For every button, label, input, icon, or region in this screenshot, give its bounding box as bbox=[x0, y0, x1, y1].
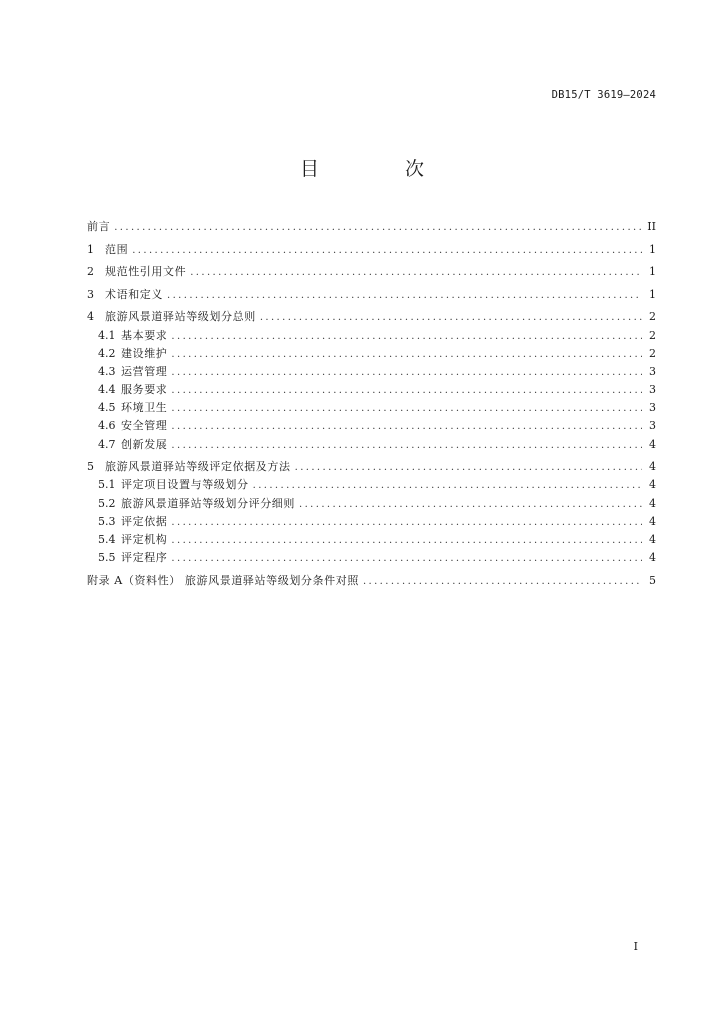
toc-entry-page: 4 bbox=[649, 532, 656, 546]
toc-entry-number: 5.1 bbox=[98, 478, 116, 492]
toc-entry-label: 环境卫生 bbox=[121, 401, 168, 415]
toc-entry-number: 5.5 bbox=[98, 551, 116, 565]
toc-entry-page: 4 bbox=[649, 551, 656, 565]
toc-entry-page: 4 bbox=[649, 496, 656, 510]
toc-leader-dots bbox=[114, 219, 642, 237]
toc-entry-number: 3 bbox=[87, 287, 94, 301]
toc-entry-label: 附录 A（资料性） 旅游风景道驿站等级划分条件对照 bbox=[87, 573, 359, 587]
toc-entry-page: 5 bbox=[649, 573, 656, 587]
toc-entry-number: 5.4 bbox=[98, 532, 116, 546]
toc-leader-dots bbox=[260, 309, 642, 327]
toc-entry[interactable] bbox=[87, 458, 656, 476]
toc-entry-label: 评定依据 bbox=[121, 514, 168, 528]
page-title: 目 次 bbox=[299, 158, 465, 180]
standard-code: DB15/T 3619—2024 bbox=[551, 89, 656, 101]
toc-entry-number: 4.2 bbox=[98, 346, 116, 360]
toc-entry-label: 建设维护 bbox=[121, 346, 168, 360]
toc-leader-dots bbox=[363, 573, 642, 591]
toc-entry[interactable] bbox=[87, 263, 656, 281]
table-of-contents bbox=[87, 218, 656, 590]
toc-entry-number: 4.6 bbox=[98, 419, 116, 433]
toc-entry[interactable] bbox=[87, 308, 656, 326]
toc-entry-label: 运营管理 bbox=[121, 364, 168, 378]
toc-entry-number: 1 bbox=[87, 242, 94, 256]
toc-entry[interactable] bbox=[87, 241, 656, 259]
toc-leader-dots bbox=[132, 242, 642, 260]
toc-leader-dots bbox=[190, 264, 642, 282]
toc-entry-page: 1 bbox=[649, 287, 656, 301]
page-number: I bbox=[633, 940, 638, 953]
toc-entry-page: 1 bbox=[649, 242, 656, 256]
toc-entry-label: 术语和定义 bbox=[105, 287, 163, 301]
toc-leader-dots bbox=[295, 459, 642, 477]
toc-leader-dots bbox=[171, 550, 642, 568]
toc-entry-label: 评定程序 bbox=[121, 551, 168, 565]
toc-entry-label: 前言 bbox=[87, 220, 111, 233]
toc-entry-number: 4 bbox=[87, 310, 94, 324]
toc-leader-dots bbox=[171, 346, 642, 364]
toc-entry-page: 3 bbox=[649, 401, 656, 415]
toc-entry-label: 评定机构 bbox=[121, 532, 168, 546]
toc-leader-dots bbox=[171, 382, 642, 400]
toc-entry[interactable] bbox=[87, 531, 656, 549]
toc-entry-number: 4.7 bbox=[98, 437, 116, 451]
toc-leader-dots bbox=[253, 477, 642, 495]
toc-leader-dots bbox=[171, 514, 642, 532]
toc-entry[interactable] bbox=[87, 572, 656, 590]
toc-entry[interactable] bbox=[87, 513, 656, 531]
toc-leader-dots bbox=[171, 364, 642, 382]
toc-leader-dots bbox=[171, 532, 642, 550]
toc-entry-label: 评定项目设置与等级划分 bbox=[121, 478, 249, 492]
toc-entry-label: 服务要求 bbox=[121, 383, 168, 397]
toc-entry-page: 2 bbox=[649, 328, 656, 342]
toc-entry[interactable] bbox=[87, 381, 656, 399]
toc-entry-label: 旅游风景道驿站等级划分总则 bbox=[105, 310, 256, 324]
toc-entry[interactable] bbox=[87, 476, 656, 494]
toc-entry-number: 4.1 bbox=[98, 328, 116, 342]
toc-entry-label: 安全管理 bbox=[121, 419, 168, 433]
toc-entry-page: 4 bbox=[649, 478, 656, 492]
toc-entry[interactable] bbox=[87, 436, 656, 454]
toc-entry-number: 4.3 bbox=[98, 364, 116, 378]
toc-entry-page: 3 bbox=[649, 419, 656, 433]
toc-entry-page: 2 bbox=[649, 346, 656, 360]
toc-entry-number: 5.3 bbox=[98, 514, 116, 528]
toc-leader-dots bbox=[167, 287, 642, 305]
toc-entry[interactable] bbox=[87, 549, 656, 567]
toc-entry-number: 4.4 bbox=[98, 383, 116, 397]
toc-entry-number: 4.5 bbox=[98, 401, 116, 415]
toc-entry[interactable] bbox=[87, 399, 656, 417]
toc-entry-page: 4 bbox=[649, 514, 656, 528]
toc-entry-label: 旅游风景道驿站等级划分评分细则 bbox=[121, 496, 295, 510]
toc-entry[interactable] bbox=[87, 286, 656, 304]
toc-leader-dots bbox=[171, 418, 642, 436]
toc-entry[interactable] bbox=[87, 345, 656, 363]
toc-leader-dots bbox=[299, 496, 642, 514]
toc-entry-page: 3 bbox=[649, 364, 656, 378]
toc-entry-label: 范围 bbox=[105, 242, 129, 256]
toc-entry-page: 3 bbox=[649, 383, 656, 397]
toc-entry-label: 规范性引用文件 bbox=[105, 265, 187, 279]
toc-entry[interactable] bbox=[87, 417, 656, 435]
toc-leader-dots bbox=[171, 328, 642, 346]
toc-entry-page: 4 bbox=[649, 460, 656, 474]
toc-entry[interactable] bbox=[87, 363, 656, 381]
toc-entry-label: 创新发展 bbox=[121, 437, 168, 451]
toc-entry[interactable] bbox=[87, 218, 656, 236]
toc-entry-label: 基本要求 bbox=[121, 328, 168, 342]
toc-entry-number: 5.2 bbox=[98, 496, 116, 510]
toc-entry-number: 5 bbox=[87, 460, 94, 474]
toc-entry[interactable] bbox=[87, 495, 656, 513]
toc-entry-page: 2 bbox=[649, 310, 656, 324]
toc-leader-dots bbox=[171, 437, 642, 455]
toc-entry-page: II bbox=[647, 220, 656, 233]
toc-entry-page: 4 bbox=[649, 437, 656, 451]
toc-entry-page: 1 bbox=[649, 265, 656, 279]
toc-entry[interactable] bbox=[87, 327, 656, 345]
toc-entry-number: 2 bbox=[87, 265, 94, 279]
toc-leader-dots bbox=[171, 400, 642, 418]
toc-entry-label: 旅游风景道驿站等级评定依据及方法 bbox=[105, 460, 291, 474]
